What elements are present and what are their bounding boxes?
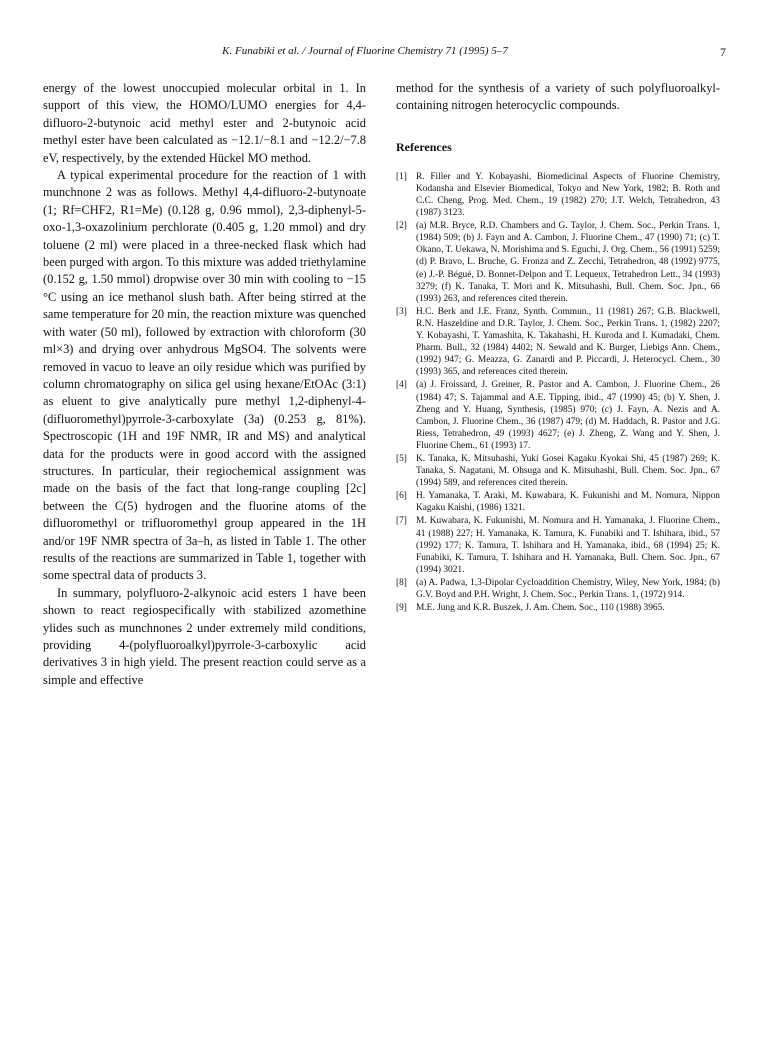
reference-item <box>396 220 720 305</box>
reference-number: [4] <box>396 380 407 391</box>
reference-item <box>396 453 720 489</box>
reference-number: [7] <box>396 516 407 527</box>
reference-text: R. Filler and Y. Kobayashi, Biomedicinal Aspects of Fluorine Chemistry, Kodansha and Elsevier Biomedical, Tokyo and New York, 1982; B. Roth and C.C. Cheng, Prog. Med. Chem., 19 (1982) 270; J.T. Welch, Tetrahedron, 43 (1987) 3123. <box>416 171 720 219</box>
reference-text: K. Tanaka, K. Mitsuhashi, Yuki Gosei Kagaku Kyokai Shi, 45 (1987) 269; K. Tanaka, S. Nagatani, M. Ohsuga and K. Mitsuhashi, Bull. Chem. Soc. Jpn., 67 (1994) 589, and references cited therein. <box>416 453 720 489</box>
reference-number: [9] <box>396 603 407 614</box>
reference-text: (a) J. Froissard, J. Greiner, R. Pastor and A. Cambon, J. Fluorine Chem., 26 (1984) 47; S. Tajammal and A.E. Tipping, ibid., 47 (1990) 45; (b) Y. Shen, J. Zheng and Y. Huang, Synthesis, (1985) 970; (c) J. Fayn, A. Nezis and A. Cambon, J. Fluorine Chem., 36 (1987) 479; (d) M. Haddach, R. Pastor and J.G. Riess, Tetrahedron, 49 (1993) 4627; (e) J. Zheng, Z. Wang and Y. Shen, J. Fluorine Chem., 61 (1993) 17. <box>416 380 720 451</box>
reference-item <box>396 306 720 379</box>
reference-item <box>396 602 720 614</box>
reference-item <box>396 379 720 452</box>
reference-number: [3] <box>396 306 407 317</box>
reference-item <box>396 171 720 219</box>
body-paragraph: energy of the lowest unoccupied molecular orbital in 1. In support of this view, the HOMO/LUMO energies for 4,4-difluoro-2-butynoic acid methyl ester and 2-butynoic acid methyl ester have been calculated as −12.1/−8.1 and −12.2/−7.8 eV, respectively, by the extended Hückel MO method. <box>43 81 366 165</box>
reference-text: M.E. Jung and K.R. Buszek, J. Am. Chem. Soc., 110 (1988) 3965. <box>416 603 665 614</box>
reference-item <box>396 515 720 575</box>
reference-text: M. Kuwabara, K. Fukunishi, M. Nomura and H. Yamanaka, J. Fluorine Chem., 41 (1988) 227; H. Yamanaka, K. Tamura, K. Funabiki and T. Ishihara, ibid., 57 (1992) 177; K. Tamura, T. Ishihara and H. Yamanaka, ibid., 68 (1994) 25; K. Funabiki, K. Tamura, T. Ishihara and H. Yamanaka, Bull. Chem. Soc. Jpn., 67 (1994) 3021. <box>416 516 720 575</box>
right-column <box>396 80 720 615</box>
running-head: K. Funabiki et al. / Journal of Fluorine Chemistry 71 (1995) 5–7 <box>222 45 508 57</box>
reference-text: (a) A. Padwa, 1,3-Dipolar Cycloaddition Chemistry, Wiley, New York, 1984; (b) G.V. Boyd and P.H. Wright, J. Chem. Soc., Perkin Trans. 1, (1972) 914. <box>416 577 720 600</box>
body-paragraph-continued: method for the synthesis of a variety of such polyfluoroalkyl-containing nitrogen heterocyclic compounds. <box>396 81 720 113</box>
reference-text: (a) M.R. Bryce, R.D. Chambers and G. Taylor, J. Chem. Soc., Perkin Trans. 1, (1984) 509; (b) J. Fayn and A. Cambon, J. Fluorine Chem., 47 (1990) 71; (c) T. Okano, T. Uekawa, N. Morishima and S. Eguchi, J. Org. Chem., 56 (1991) 5259; (d) P. Bravo, L. Bruche, G. Fronza and Z. Zecchi, Tetrahedron, 48 (1992) 9775, (e) J.-P. Bégué, D. Bonnet-Delpon and T. Lequeux, Tetrahedron Lett., 34 (1993) 3279; (f) K. Tanaka, T. Mori and K. Mitsuhashi, Bull. Chem. Soc. Jpn., 66 (1993) 263, and references cited therein. <box>416 221 720 304</box>
reference-number: [8] <box>396 577 407 588</box>
page-number: 7 <box>720 45 726 59</box>
reference-number: [2] <box>396 221 407 232</box>
reference-text: H.C. Berk and J.E. Franz, Synth. Commun., 11 (1981) 267; G.B. Blackwell, R.N. Haszeldine and D.R. Taylor, J. Chem. Soc., Perkin Trans. 1, (1982) 2207; Y. Kobayashi, T. Yamashita, K. Takahashi, H. Kuroda and I. Kumadaki, Chem. Pharm. Bull., 32 (1984) 4402; N. Sewald and K. Burger, Liebigs Ann. Chem., (1992) 947; G. Meazza, G. Zanardi and P. Piccardi, J. Heterocycl. Chem., 30 (1993) 365, and references cited therein. <box>416 306 720 378</box>
left-column <box>43 80 366 689</box>
reference-number: [5] <box>396 453 407 464</box>
reference-item <box>396 577 720 601</box>
reference-item <box>396 490 720 514</box>
references-heading: References <box>396 139 452 154</box>
body-paragraph: A typical experimental procedure for the reaction of 1 with munchnone 2 was as follows. Methyl 4,4-difluoro-2-butynoate (1; Rf=CHF2, R1=Me) (0.128 g, 0.96 mmol), 2,3-diphenyl-5-oxo-1,3-oxazolinium perchlorate (0.405 g, 1.20 mmol) and dry toluene (2 ml) were placed in a three-necked flask which had been purged with argon. To this mixture was added triethylamine (0.152 g, 1.50 mmol) dropwise over 30 min with cooling to −15 °C using an ice methanol slush bath. After being stirred at the same temperature for 20 min, the reaction mixture was quenched with water (50 ml), followed by extraction with chloroform (30 ml×3) and drying over anhydrous MgSO4. The solvents were removed in vacuo to leave an oily residue which was purified by column chromatography on silica gel using hexane/EtOAc (3:1) as eluent to give analytically pure methyl 1,2-diphenyl-4-(difluoromethyl)pyrrole-3-carboxylate (3a) (0.253 g, 81%). Spectroscopic (1H and 19F NMR, IR and MS) and analytical data for the products were in good accord with the assigned structures. In particular, their regiochemical assignment was made on the basis of the fact that long-range coupling [2c] between the C(5) hydrogen and the fluorine atoms of the difluoromethyl or trifluoromethyl group appeared in the 1H and/or 19F NMR spectra of 3a–h, as listed in Table 1. The other results of the reactions are summarized in Table 1, together with some spectral data of products 3. <box>43 168 366 583</box>
page-header <box>40 45 730 65</box>
reference-text: H. Yamanaka, T. Araki, M. Kuwabara, K. Fukunishi and M. Nomura, Nippon Kagaku Kaishi, (1986) 1321. <box>416 491 720 514</box>
reference-list <box>396 171 720 614</box>
reference-number: [6] <box>396 491 407 502</box>
reference-number: [1] <box>396 171 407 182</box>
body-paragraph: In summary, polyfluoro-2-alkynoic acid esters 1 have been shown to react regiospecifically with stabilized azomethine ylides such as munchnones 2 under extremely mild conditions, providing 4-(polyfluoroalkyl)pyrrole-3-carboxylic acid derivatives 3 in high yield. The present reaction could serve as a simple and effective <box>43 585 366 687</box>
